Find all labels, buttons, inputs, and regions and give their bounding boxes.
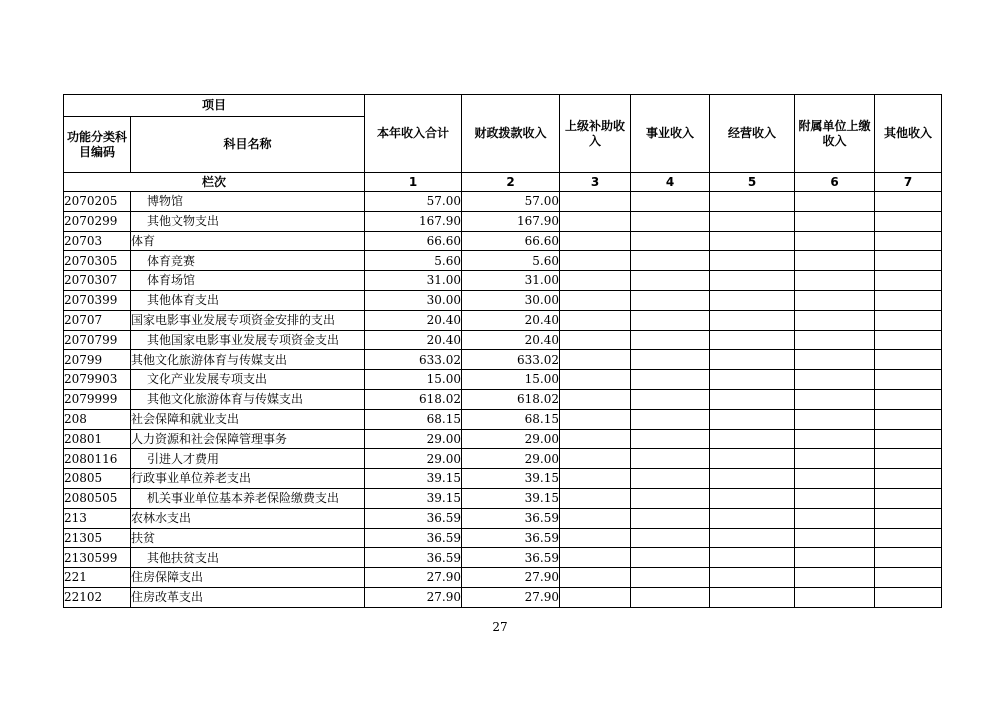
- superior-subsidy-cell: [560, 251, 631, 271]
- affiliated-unit-cell: [795, 251, 875, 271]
- business-income-cell: [631, 290, 710, 310]
- subject-code-cell: 20799: [64, 350, 131, 370]
- business-income-cell: [631, 251, 710, 271]
- subject-name-cell: 国家电影事业发展专项资金安排的支出: [131, 310, 365, 330]
- column-number: 3: [560, 173, 631, 192]
- business-income-cell: [631, 587, 710, 607]
- operating-income-cell: [710, 350, 795, 370]
- other-income-cell: [875, 192, 942, 212]
- total-income-cell: 36.59: [365, 508, 462, 528]
- other-income-cell: [875, 587, 942, 607]
- operating-income-cell: [710, 548, 795, 568]
- fiscal-appropriation-cell: 20.40: [462, 330, 560, 350]
- other-income-cell: [875, 508, 942, 528]
- business-income-cell: [631, 330, 710, 350]
- affiliated-unit-cell: [795, 231, 875, 251]
- business-income-cell: [631, 192, 710, 212]
- table-row: [64, 350, 942, 370]
- total-income-cell: 618.02: [365, 389, 462, 409]
- superior-subsidy-header: 上级补助收入: [560, 95, 631, 173]
- fiscal-appropriation-cell: 68.15: [462, 409, 560, 429]
- fiscal-appropriation-cell: 29.00: [462, 429, 560, 449]
- superior-subsidy-cell: [560, 370, 631, 390]
- business-income-cell: [631, 271, 710, 291]
- business-income-cell: [631, 409, 710, 429]
- subject-code-cell: 22102: [64, 587, 131, 607]
- operating-income-cell: [710, 429, 795, 449]
- superior-subsidy-cell: [560, 548, 631, 568]
- other-income-cell: [875, 469, 942, 489]
- subject-code-cell: 2079903: [64, 370, 131, 390]
- business-income-cell: [631, 211, 710, 231]
- business-income-cell: [631, 370, 710, 390]
- total-income-cell: 39.15: [365, 469, 462, 489]
- subject-name-cell: 体育竞赛: [131, 251, 365, 271]
- subject-code-cell: 221: [64, 568, 131, 588]
- total-income-cell: 20.40: [365, 330, 462, 350]
- business-income-cell: [631, 508, 710, 528]
- table-row: [64, 389, 942, 409]
- subject-name-cell: 行政事业单位养老支出: [131, 469, 365, 489]
- business-income-cell: [631, 310, 710, 330]
- table-row: [64, 330, 942, 350]
- other-income-cell: [875, 350, 942, 370]
- subject-code-cell: 213: [64, 508, 131, 528]
- table-row: [64, 449, 942, 469]
- income-budget-table: [63, 94, 942, 608]
- affiliated-unit-cell: [795, 449, 875, 469]
- affiliated-unit-cell: [795, 548, 875, 568]
- fiscal-appropriation-cell: 39.15: [462, 469, 560, 489]
- affiliated-unit-cell: [795, 271, 875, 291]
- operating-income-cell: [710, 290, 795, 310]
- subject-name-cell: 社会保障和就业支出: [131, 409, 365, 429]
- total-income-cell: 633.02: [365, 350, 462, 370]
- other-income-cell: [875, 429, 942, 449]
- table-row: [64, 251, 942, 271]
- fiscal-appropriation-cell: 66.60: [462, 231, 560, 251]
- affiliated-unit-cell: [795, 211, 875, 231]
- subject-code-cell: 2130599: [64, 548, 131, 568]
- other-income-cell: [875, 568, 942, 588]
- table-row: [64, 310, 942, 330]
- operating-income-cell: [710, 271, 795, 291]
- other-income-cell: [875, 251, 942, 271]
- other-income-header: 其他收入: [875, 95, 942, 173]
- other-income-cell: [875, 370, 942, 390]
- total-income-cell: 167.90: [365, 211, 462, 231]
- subject-name-cell: 农林水支出: [131, 508, 365, 528]
- operating-income-cell: [710, 409, 795, 429]
- affiliated-unit-cell: [795, 587, 875, 607]
- subject-code-cell: 2070305: [64, 251, 131, 271]
- column-number: 4: [631, 173, 710, 192]
- fiscal-appropriation-cell: 618.02: [462, 389, 560, 409]
- other-income-cell: [875, 290, 942, 310]
- subject-code-cell: 2070399: [64, 290, 131, 310]
- table-row: [64, 211, 942, 231]
- business-income-cell: [631, 488, 710, 508]
- table-row: [64, 290, 942, 310]
- total-income-cell: 39.15: [365, 488, 462, 508]
- subject-code-cell: 2070307: [64, 271, 131, 291]
- superior-subsidy-cell: [560, 449, 631, 469]
- fiscal-appropriation-cell: 20.40: [462, 310, 560, 330]
- other-income-cell: [875, 231, 942, 251]
- superior-subsidy-cell: [560, 350, 631, 370]
- subject-name-header: 科目名称: [131, 117, 365, 173]
- total-income-cell: 27.90: [365, 568, 462, 588]
- subject-name-cell: 博物馆: [131, 192, 365, 212]
- other-income-cell: [875, 488, 942, 508]
- operating-income-cell: [710, 528, 795, 548]
- business-income-cell: [631, 528, 710, 548]
- page-number: 27: [492, 620, 508, 634]
- fiscal-appropriation-cell: 27.90: [462, 568, 560, 588]
- affiliated-unit-cell: [795, 192, 875, 212]
- superior-subsidy-cell: [560, 587, 631, 607]
- operating-income-cell: [710, 488, 795, 508]
- affiliated-unit-cell: [795, 429, 875, 449]
- total-income-header: 本年收入合计: [365, 95, 462, 173]
- business-income-cell: [631, 449, 710, 469]
- subject-code-cell: 2070205: [64, 192, 131, 212]
- operating-income-cell: [710, 370, 795, 390]
- superior-subsidy-cell: [560, 469, 631, 489]
- affiliated-unit-cell: [795, 409, 875, 429]
- total-income-cell: 27.90: [365, 587, 462, 607]
- operating-income-cell: [710, 389, 795, 409]
- subject-name-cell: 其他文化旅游体育与传媒支出: [131, 350, 365, 370]
- affiliated-unit-header: 附属单位上缴收入: [795, 95, 875, 173]
- subject-code-cell: 2080116: [64, 449, 131, 469]
- column-number: 2: [462, 173, 560, 192]
- table-row: [64, 548, 942, 568]
- subject-code-cell: 20703: [64, 231, 131, 251]
- affiliated-unit-cell: [795, 330, 875, 350]
- total-income-cell: 68.15: [365, 409, 462, 429]
- subject-name-cell: 人力资源和社会保障管理事务: [131, 429, 365, 449]
- table-row: [64, 409, 942, 429]
- affiliated-unit-cell: [795, 469, 875, 489]
- operating-income-cell: [710, 587, 795, 607]
- operating-income-cell: [710, 192, 795, 212]
- total-income-cell: 36.59: [365, 528, 462, 548]
- fiscal-appropriation-cell: 29.00: [462, 449, 560, 469]
- business-income-cell: [631, 568, 710, 588]
- superior-subsidy-cell: [560, 330, 631, 350]
- operating-income-cell: [710, 211, 795, 231]
- superior-subsidy-cell: [560, 409, 631, 429]
- fiscal-appropriation-cell: 39.15: [462, 488, 560, 508]
- affiliated-unit-cell: [795, 488, 875, 508]
- subject-code-cell: 20707: [64, 310, 131, 330]
- operating-income-cell: [710, 310, 795, 330]
- superior-subsidy-cell: [560, 192, 631, 212]
- business-income-cell: [631, 350, 710, 370]
- subject-code-cell: 21305: [64, 528, 131, 548]
- superior-subsidy-cell: [560, 271, 631, 291]
- column-number: 1: [365, 173, 462, 192]
- subject-code-cell: 20801: [64, 429, 131, 449]
- total-income-cell: 15.00: [365, 370, 462, 390]
- project-header: 项目: [64, 95, 365, 117]
- superior-subsidy-cell: [560, 508, 631, 528]
- total-income-cell: 57.00: [365, 192, 462, 212]
- fiscal-appropriation-cell: 167.90: [462, 211, 560, 231]
- operating-income-header: 经营收入: [710, 95, 795, 173]
- other-income-cell: [875, 409, 942, 429]
- fiscal-appropriation-header: 财政拨款收入: [462, 95, 560, 173]
- table-row: [64, 568, 942, 588]
- superior-subsidy-cell: [560, 211, 631, 231]
- business-income-cell: [631, 469, 710, 489]
- subject-code-cell: 2079999: [64, 389, 131, 409]
- affiliated-unit-cell: [795, 370, 875, 390]
- superior-subsidy-cell: [560, 568, 631, 588]
- other-income-cell: [875, 528, 942, 548]
- total-income-cell: 30.00: [365, 290, 462, 310]
- subject-code-cell: 2070799: [64, 330, 131, 350]
- table-row: [64, 528, 942, 548]
- subject-name-cell: 机关事业单位基本养老保险缴费支出: [131, 488, 365, 508]
- affiliated-unit-cell: [795, 568, 875, 588]
- operating-income-cell: [710, 508, 795, 528]
- operating-income-cell: [710, 449, 795, 469]
- column-number: 6: [795, 173, 875, 192]
- table-row: [64, 587, 942, 607]
- superior-subsidy-cell: [560, 429, 631, 449]
- fiscal-appropriation-cell: 15.00: [462, 370, 560, 390]
- fiscal-appropriation-cell: 36.59: [462, 548, 560, 568]
- superior-subsidy-cell: [560, 488, 631, 508]
- subject-code-cell: 20805: [64, 469, 131, 489]
- subject-name-cell: 其他国家电影事业发展专项资金支出: [131, 330, 365, 350]
- fiscal-appropriation-cell: 57.00: [462, 192, 560, 212]
- total-income-cell: 20.40: [365, 310, 462, 330]
- subject-name-cell: 扶贫: [131, 528, 365, 548]
- business-income-cell: [631, 389, 710, 409]
- subject-code-cell: 2080505: [64, 488, 131, 508]
- fiscal-appropriation-cell: 633.02: [462, 350, 560, 370]
- affiliated-unit-cell: [795, 508, 875, 528]
- subject-name-cell: 文化产业发展专项支出: [131, 370, 365, 390]
- subject-name-cell: 引进人才费用: [131, 449, 365, 469]
- table-row: [64, 370, 942, 390]
- table-row: [64, 271, 942, 291]
- table-row: [64, 192, 942, 212]
- subject-name-cell: 其他文化旅游体育与传媒支出: [131, 389, 365, 409]
- column-number: 7: [875, 173, 942, 192]
- affiliated-unit-cell: [795, 528, 875, 548]
- business-income-cell: [631, 231, 710, 251]
- fiscal-appropriation-cell: 36.59: [462, 528, 560, 548]
- column-number: 5: [710, 173, 795, 192]
- operating-income-cell: [710, 231, 795, 251]
- subject-name-cell: 住房改革支出: [131, 587, 365, 607]
- superior-subsidy-cell: [560, 290, 631, 310]
- affiliated-unit-cell: [795, 350, 875, 370]
- other-income-cell: [875, 310, 942, 330]
- subject-name-cell: 住房保障支出: [131, 568, 365, 588]
- fiscal-appropriation-cell: 5.60: [462, 251, 560, 271]
- total-income-cell: 66.60: [365, 231, 462, 251]
- table-row: [64, 429, 942, 449]
- total-income-cell: 31.00: [365, 271, 462, 291]
- other-income-cell: [875, 211, 942, 231]
- operating-income-cell: [710, 330, 795, 350]
- total-income-cell: 29.00: [365, 449, 462, 469]
- other-income-cell: [875, 389, 942, 409]
- operating-income-cell: [710, 251, 795, 271]
- table-row: [64, 469, 942, 489]
- other-income-cell: [875, 548, 942, 568]
- function-code-header: 功能分类科目编码: [64, 117, 131, 173]
- operating-income-cell: [710, 568, 795, 588]
- subject-name-cell: 体育: [131, 231, 365, 251]
- affiliated-unit-cell: [795, 389, 875, 409]
- table-row: [64, 508, 942, 528]
- superior-subsidy-cell: [560, 310, 631, 330]
- subject-name-cell: 其他扶贫支出: [131, 548, 365, 568]
- subject-name-cell: 其他文物支出: [131, 211, 365, 231]
- other-income-cell: [875, 330, 942, 350]
- subject-name-cell: 体育场馆: [131, 271, 365, 291]
- table-row: [64, 231, 942, 251]
- business-income-header: 事业收入: [631, 95, 710, 173]
- subject-code-cell: 208: [64, 409, 131, 429]
- other-income-cell: [875, 449, 942, 469]
- fiscal-appropriation-cell: 36.59: [462, 508, 560, 528]
- column-label-header: 栏次: [64, 173, 365, 192]
- superior-subsidy-cell: [560, 528, 631, 548]
- table-row: [64, 488, 942, 508]
- superior-subsidy-cell: [560, 389, 631, 409]
- fiscal-appropriation-cell: 27.90: [462, 587, 560, 607]
- operating-income-cell: [710, 469, 795, 489]
- total-income-cell: 36.59: [365, 548, 462, 568]
- total-income-cell: 5.60: [365, 251, 462, 271]
- other-income-cell: [875, 271, 942, 291]
- affiliated-unit-cell: [795, 290, 875, 310]
- superior-subsidy-cell: [560, 231, 631, 251]
- table-body: [64, 192, 942, 608]
- fiscal-appropriation-cell: 30.00: [462, 290, 560, 310]
- subject-name-cell: 其他体育支出: [131, 290, 365, 310]
- business-income-cell: [631, 429, 710, 449]
- subject-code-cell: 2070299: [64, 211, 131, 231]
- total-income-cell: 29.00: [365, 429, 462, 449]
- affiliated-unit-cell: [795, 310, 875, 330]
- fiscal-appropriation-cell: 31.00: [462, 271, 560, 291]
- business-income-cell: [631, 548, 710, 568]
